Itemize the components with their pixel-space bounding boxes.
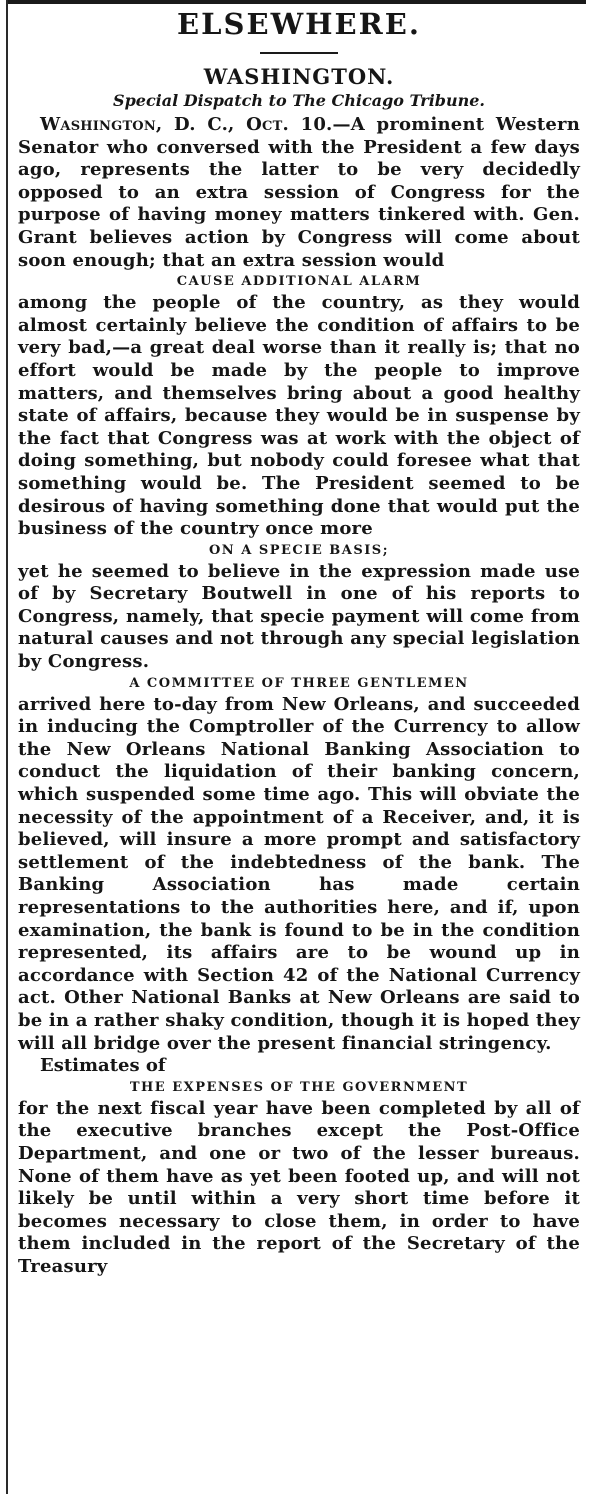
newspaper-column	[6, 0, 586, 1494]
byline: Special Dispatch to The Chicago Tribune.	[113, 91, 485, 110]
paragraph-1	[18, 114, 580, 272]
paragraph-4: arrived here to-day from New Orleans, and succeeded in inducing the Comptroller of the Currency to allow the New Orleans National Banking Association to conduct the liquidation of their banking concern, which suspended some time ago. This will obviate the necessity of the appointment of a Receiver, and, it is believed, will insure a more prompt and satisfactory settlement of the indebtedness of the bank. The Banking Association has made certain representations to the authorities here, and if, upon examination, the bank is found to be in the condition represented, its affairs are to be wound up in accordance with Section 42 of the National Currency act. Other National Banks at New Orleans are said to be in a rather shaky condition, though it is hoped they will all bridge over the present financial stringency.	[18, 693, 580, 1054]
paragraph-2: among the people of the country, as they would almost certainly believe the condition of affairs to be very bad,—a great deal worse than it really is; that no effort would be made by the people to improve matters, and themselves bring about a good healthy state of affairs, because they would be in suspense by the fact that Congress was at work with the object of doing something, but nobody could foresee what that something would be. The President seemed to be desirous of having something done that would put the business of the country once more	[18, 292, 580, 540]
paragraph-5: for the next fiscal year have been completed by all of the executive branches except the Post-Office Department, and one or two of the lesser bureaus. None of them have as yet been footed up, and will not likely be until within a very short time before it becomes necessary to close them, in order to have them included in the report of the Secretary of the Treasury	[18, 1097, 580, 1277]
top-rule	[8, 0, 586, 4]
dateline: Washington, D. C., Oct. 10.	[40, 114, 333, 135]
headline-rule	[260, 52, 338, 54]
headline: ELSEWHERE.	[177, 7, 421, 41]
subhead-additional-alarm: CAUSE ADDITIONAL ALARM	[176, 274, 422, 290]
subhead-expenses: THE EXPENSES OF THE GOVERNMENT	[129, 1079, 469, 1095]
paragraph-1-text: —A prominent Western Senator who conversed with the President a few days ago, represents the latter to be very decidedly opposed to an extra session of Congress for the purpose of having money matters tinkered with. Gen. Grant believes action by Congress will come about soon enough; that an extra session would	[18, 114, 580, 271]
subhead-committee: A COMMITTEE OF THREE GENTLEMEN	[129, 675, 469, 691]
paragraph-3: yet he seemed to believe in the expression made use of by Secretary Boutwell in one of his reports to Congress, namely, that specie payment will come from natural causes and not through any special legislation by Congress.	[18, 560, 580, 673]
subhead-specie-basis: ON A SPECIE BASIS;	[208, 542, 389, 558]
estimates-line: Estimates of	[40, 1055, 166, 1077]
section-title: WASHINGTON.	[203, 64, 395, 89]
